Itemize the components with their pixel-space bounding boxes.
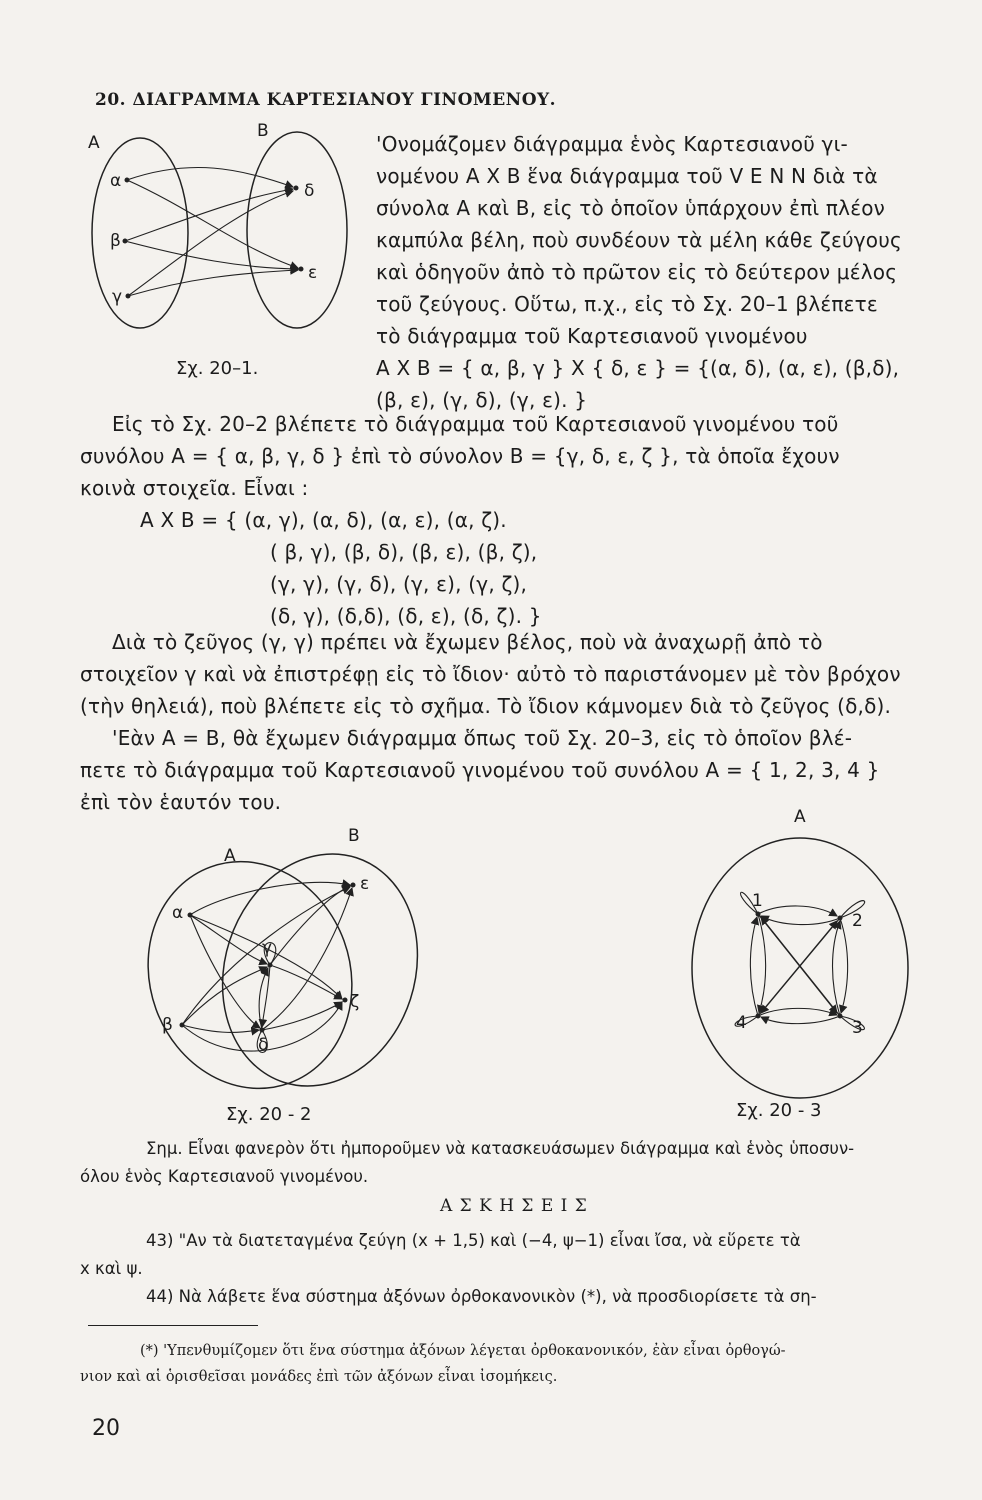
node-4: 4 xyxy=(736,1013,747,1033)
set-b-ellipse xyxy=(247,132,347,328)
intro-line: τοῦ ζεύγους. Οὕτω, π.χ., εἰς τὸ Σχ. 20–1 βλέπετε xyxy=(376,292,878,316)
element-zeta: ζ xyxy=(350,992,360,1012)
node-2: 2 xyxy=(852,911,863,931)
para2-line: κοινὰ στοιχεῖα. Εἶναι : xyxy=(80,476,309,500)
intro-line: σύνολα A καὶ B, εἰς τὸ ὁποῖον ὑπάρχουν ἐπὶ πλέον xyxy=(376,196,886,220)
arrow-beta-delta xyxy=(125,189,293,241)
element-epsilon: ε xyxy=(308,263,318,283)
intro-line: (β, ε), (γ, δ), (γ, ε). } xyxy=(376,388,588,412)
note-line: Σημ. Εἶναι φανερὸν ὅτι ἠμποροῦμεν νὰ κατασκευάσωμεν διάγραμμα καὶ ἑνὸς ὑποσυν- xyxy=(146,1139,855,1158)
node-3: 3 xyxy=(852,1018,863,1038)
product-line: (δ, γ), (δ,δ), (δ, ε), (δ, ζ). } xyxy=(270,604,542,628)
para3-line: ἐπὶ τὸν ἑαυτόν του. xyxy=(80,790,282,814)
exercise-line: 43) "Αν τὰ διατεταγμένα ζεύγη (x + 1,5) καὶ (−4, ψ−1) εἶναι ἴσα, νὰ εὕρετε τὰ xyxy=(146,1231,801,1250)
element-alpha: α xyxy=(110,171,122,191)
para2-line: Εἰς τὸ Σχ. 20–2 βλέπετε τὸ διάγραμμα τοῦ Καρτεσιανοῦ γινομένου τοῦ xyxy=(112,412,839,436)
arrow-alpha-delta xyxy=(127,167,293,187)
intro-line: καμπύλα βέλη, ποὺ συνδέουν τὰ μέλη κάθε ζεύγους xyxy=(376,228,902,252)
node-1: 1 xyxy=(752,891,763,911)
element-gamma: γ xyxy=(262,938,273,958)
product-line: ( β, γ), (β, δ), (β, ε), (β, ζ), xyxy=(270,540,538,564)
set-a-label: A xyxy=(88,133,100,153)
para3-line: 'Εὰν A = B, θὰ ἔχωμεν διάγραμμα ὅπως τοῦ Σχ. 20–3, εἰς τὸ ὁποῖον βλέ- xyxy=(112,726,853,750)
figure-20-2-caption: Σχ. 20 - 2 xyxy=(226,1104,312,1125)
footnote-rule xyxy=(88,1325,258,1326)
exercise-line: x καὶ ψ. xyxy=(80,1259,143,1278)
product-line: A X B = { (α, γ), (α, δ), (α, ε), (α, ζ). xyxy=(140,508,507,532)
para3-line: πετε τὸ διάγραμμα τοῦ Καρτεσιανοῦ γινομένου τοῦ συνόλου A = { 1, 2, 3, 4 } xyxy=(80,758,880,782)
element-beta: β xyxy=(162,1015,173,1035)
element-alpha: α xyxy=(172,903,184,923)
product-line: (γ, γ), (γ, δ), (γ, ε), (γ, ζ), xyxy=(270,572,528,596)
arrow-gamma-epsilon xyxy=(128,270,298,296)
figure-20-1 xyxy=(80,118,370,388)
page-number: 20 xyxy=(92,1416,120,1441)
figure-20-3 xyxy=(680,808,920,1108)
arrow-gamma-delta xyxy=(128,191,293,296)
exercises-title: Α Σ Κ Η Σ Ε Ι Σ xyxy=(440,1196,588,1216)
element-delta: δ xyxy=(258,1035,269,1055)
element-beta: β xyxy=(110,231,121,251)
exercise-line: 44) Νὰ λάβετε ἕνα σύστημα ἀξόνων ὀρθοκανονικὸν (*), νὰ προσδιορίσετε τὰ ση- xyxy=(146,1287,817,1306)
set-a-label: A xyxy=(794,808,806,827)
intro-line: τὸ διάγραμμα τοῦ Καρτεσιανοῦ γινομένου xyxy=(376,324,808,348)
intro-line: 'Ονομάζομεν διάγραμμα ἑνὸς Καρτεσιανοῦ γι- xyxy=(376,132,848,156)
footnote-line: (*) 'Υπενθυμίζομεν ὅτι ἕνα σύστημα ἀξόνων λέγεται ὀρθοκανονικόν, ἐὰν εἶναι ὀρθογώ- xyxy=(140,1343,786,1359)
set-a-label: A xyxy=(224,846,236,866)
paragraph-3 xyxy=(80,626,901,818)
intro-line: νομένου A X B ἕνα διάγραμμα τοῦ V E N N διὰ τὰ xyxy=(376,164,878,188)
element-gamma: γ xyxy=(112,287,123,307)
figure-20-1-caption: Σχ. 20–1. xyxy=(176,358,259,379)
element-delta: δ xyxy=(304,181,315,201)
para3-line: (τὴν θηλειά), ποὺ βλέπετε εἰς τὸ σχῆμα. Τὸ ἴδιον κάμνομεν διὰ τὸ ζεῦγος (δ,δ). xyxy=(80,694,892,718)
product-listing xyxy=(140,504,542,632)
intro-line: A X B = { α, β, γ } X { δ, ε } = {(α, δ), (α, ε), (β,δ), xyxy=(376,356,900,380)
set-a-ellipse xyxy=(92,138,188,328)
para3-line: Διὰ τὸ ζεῦγος (γ, γ) πρέπει νὰ ἔχωμεν βέλος, ποὺ νὰ ἀναχωρῇ ἀπὸ τὸ xyxy=(112,630,823,654)
paragraph-2 xyxy=(80,408,840,504)
element-epsilon: ε xyxy=(360,874,370,894)
figure-20-2 xyxy=(140,825,460,1105)
intro-line: καὶ ὁδηγοῦν ἀπὸ τὸ πρῶτον εἰς τὸ δεύτερον μέλος xyxy=(376,260,898,284)
section-heading: 20. ΔΙΑΓΡΑΜΜΑ ΚΑΡΤΕΣΙΑΝΟΥ ΓΙΝΟΜΕΝΟΥ. xyxy=(95,90,557,110)
note-line: όλου ἑνὸς Καρτεσιανοῦ γινομένου. xyxy=(80,1167,369,1186)
figure-20-3-caption: Σχ. 20 - 3 xyxy=(736,1100,822,1121)
para3-line: στοιχεῖον γ καὶ νὰ ἐπιστρέφῃ εἰς τὸ ἴδιον· αὐτὸ τὸ παριστάνομεν μὲ τὸν βρόχον xyxy=(80,662,901,686)
footnote-line: νιον καὶ αἱ ὁρισθεῖσαι μονάδες ἐπὶ τῶν ἀξόνων εἶναι ἰσομήκεις. xyxy=(80,1369,558,1385)
arrow-beta-epsilon xyxy=(125,241,298,269)
set-b-label: B xyxy=(348,826,360,846)
para2-line: συνόλου A = { α, β, γ, δ } ἐπὶ τὸ σύνολον B = {γ, δ, ε, ζ }, τὰ ὁποῖα ἔχουν xyxy=(80,444,840,468)
set-b-label: B xyxy=(257,121,269,141)
set-a-ellipse xyxy=(692,838,908,1098)
intro-paragraph xyxy=(376,128,902,416)
